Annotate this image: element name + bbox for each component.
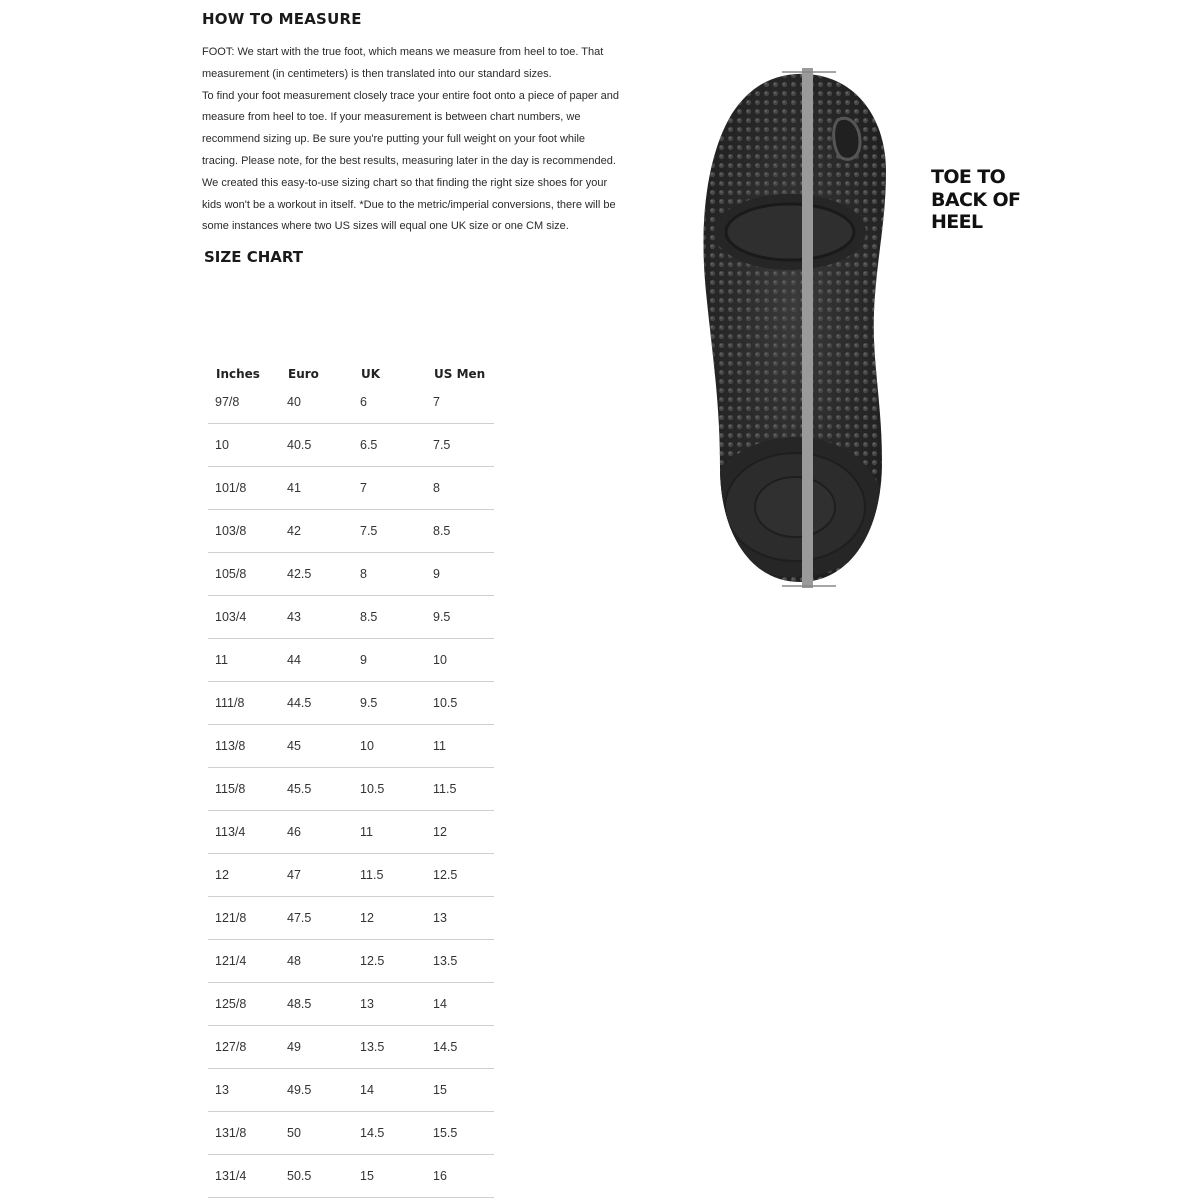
how-to-measure-section xyxy=(202,8,622,270)
cell-us-men: 12.5 xyxy=(426,854,494,897)
cell-euro: 47 xyxy=(280,854,353,897)
size-chart-table xyxy=(208,353,494,1198)
how-to-measure-title: HOW TO MEASURE xyxy=(202,10,362,28)
cell-inches: 113/4 xyxy=(208,811,280,854)
cell-us-men: 10.5 xyxy=(426,682,494,725)
cell-euro: 41 xyxy=(280,467,353,510)
cell-euro: 42 xyxy=(280,510,353,553)
cell-inches: 131/4 xyxy=(208,1155,280,1198)
cell-euro: 45 xyxy=(280,725,353,768)
cell-us-men: 11 xyxy=(426,725,494,768)
table-row xyxy=(208,510,494,553)
size-chart-body xyxy=(208,395,494,1198)
cell-inches: 103/4 xyxy=(208,596,280,639)
instruction-paragraph: We created this easy-to-use sizing chart so that finding the right size shoes for your kids won't be a workout in itself. *Due to the metric/imperial conversions, there will be some instances where two US sizes will equal one UK size or one CM size. xyxy=(202,176,616,233)
cell-us-men: 15 xyxy=(426,1069,494,1112)
column-header-euro: Euro xyxy=(288,367,319,381)
instruction-paragraph: FOOT: We start with the true foot, which means we measure from heel to toe. That measurement (in centimeters) is then translated into our standard sizes. xyxy=(202,46,604,80)
table-row xyxy=(208,811,494,854)
cell-inches: 127/8 xyxy=(208,1026,280,1069)
cell-euro: 43 xyxy=(280,596,353,639)
cell-us-men: 7.5 xyxy=(426,424,494,467)
table-row xyxy=(208,1026,494,1069)
instruction-paragraph: To find your foot measurement closely trace your entire foot onto a piece of paper and measure from heel to toe. If your measurement is between chart numbers, we recommend sizing up. Be sure you're putting your full weight on your foot while tracing. Please note, for the best results, measuring later in the day is recommended. xyxy=(202,89,620,167)
cell-uk: 11.5 xyxy=(353,854,426,897)
cell-inches: 13 xyxy=(208,1069,280,1112)
table-row xyxy=(208,682,494,725)
shoe-sole-icon xyxy=(690,62,910,598)
cell-us-men: 9.5 xyxy=(426,596,494,639)
cell-euro: 46 xyxy=(280,811,353,854)
cell-uk: 11 xyxy=(353,811,426,854)
cell-uk: 12 xyxy=(353,897,426,940)
cell-euro: 44 xyxy=(280,639,353,682)
cell-inches: 113/8 xyxy=(208,725,280,768)
cell-inches: 111/8 xyxy=(208,682,280,725)
cell-uk: 8.5 xyxy=(353,596,426,639)
cell-inches: 115/8 xyxy=(208,768,280,811)
cell-inches: 101/8 xyxy=(208,467,280,510)
cell-euro: 50.5 xyxy=(280,1155,353,1198)
cell-inches: 12 xyxy=(208,854,280,897)
cell-inches: 121/4 xyxy=(208,940,280,983)
label-line: HEEL xyxy=(931,211,983,233)
cell-us-men: 14.5 xyxy=(426,1026,494,1069)
cell-us-men: 13 xyxy=(426,897,494,940)
cell-uk: 9.5 xyxy=(353,682,426,725)
cell-uk: 13.5 xyxy=(353,1026,426,1069)
table-row xyxy=(208,639,494,682)
cell-uk: 6 xyxy=(353,395,426,424)
cell-euro: 40.5 xyxy=(280,424,353,467)
cell-euro: 47.5 xyxy=(280,897,353,940)
cell-uk: 14 xyxy=(353,1069,426,1112)
cell-inches: 105/8 xyxy=(208,553,280,596)
cell-uk: 7 xyxy=(353,467,426,510)
shoe-sole-illustration xyxy=(690,62,910,598)
cell-inches: 97/8 xyxy=(208,395,280,424)
column-header-uk: UK xyxy=(361,367,381,381)
table-row xyxy=(208,768,494,811)
table-row xyxy=(208,854,494,897)
cell-euro: 49 xyxy=(280,1026,353,1069)
table-row xyxy=(208,596,494,639)
table-header-row xyxy=(208,353,494,395)
cell-uk: 12.5 xyxy=(353,940,426,983)
column-header-inches: Inches xyxy=(216,367,260,381)
cell-us-men: 10 xyxy=(426,639,494,682)
measure-line xyxy=(802,68,813,588)
cell-us-men: 14 xyxy=(426,983,494,1026)
table-row xyxy=(208,553,494,596)
cell-euro: 48 xyxy=(280,940,353,983)
table-row xyxy=(208,1155,494,1198)
table-row xyxy=(208,1069,494,1112)
table-row xyxy=(208,467,494,510)
cell-uk: 8 xyxy=(353,553,426,596)
cell-inches: 131/8 xyxy=(208,1112,280,1155)
cell-euro: 40 xyxy=(280,395,353,424)
cell-uk: 6.5 xyxy=(353,424,426,467)
toe-to-heel-label xyxy=(931,166,1041,234)
cell-inches: 103/8 xyxy=(208,510,280,553)
column-header-us-men: US Men xyxy=(434,367,486,381)
label-line: TOE TO xyxy=(931,166,1006,188)
cell-us-men: 12 xyxy=(426,811,494,854)
cell-euro: 50 xyxy=(280,1112,353,1155)
cell-us-men: 8 xyxy=(426,467,494,510)
cell-us-men: 13.5 xyxy=(426,940,494,983)
cell-euro: 44.5 xyxy=(280,682,353,725)
cell-uk: 15 xyxy=(353,1155,426,1198)
cell-inches: 11 xyxy=(208,639,280,682)
measure-instructions xyxy=(202,42,622,238)
cell-us-men: 9 xyxy=(426,553,494,596)
cell-us-men: 7 xyxy=(426,395,494,424)
cell-us-men: 11.5 xyxy=(426,768,494,811)
cell-us-men: 15.5 xyxy=(426,1112,494,1155)
table-row xyxy=(208,1112,494,1155)
cell-inches: 125/8 xyxy=(208,983,280,1026)
cell-inches: 121/8 xyxy=(208,897,280,940)
cell-uk: 9 xyxy=(353,639,426,682)
table-row xyxy=(208,725,494,768)
size-chart-title: SIZE CHART xyxy=(204,248,304,267)
cell-euro: 42.5 xyxy=(280,553,353,596)
cell-inches: 10 xyxy=(208,424,280,467)
table-row xyxy=(208,897,494,940)
table-row xyxy=(208,424,494,467)
table-row xyxy=(208,395,494,424)
cell-uk: 13 xyxy=(353,983,426,1026)
cell-us-men: 16 xyxy=(426,1155,494,1198)
table-row xyxy=(208,983,494,1026)
table-row xyxy=(208,940,494,983)
cell-euro: 48.5 xyxy=(280,983,353,1026)
cell-uk: 10 xyxy=(353,725,426,768)
cell-uk: 14.5 xyxy=(353,1112,426,1155)
cell-us-men: 8.5 xyxy=(426,510,494,553)
cell-euro: 45.5 xyxy=(280,768,353,811)
cell-uk: 7.5 xyxy=(353,510,426,553)
label-line: BACK OF xyxy=(931,188,1021,211)
cell-uk: 10.5 xyxy=(353,768,426,811)
cell-euro: 49.5 xyxy=(280,1069,353,1112)
